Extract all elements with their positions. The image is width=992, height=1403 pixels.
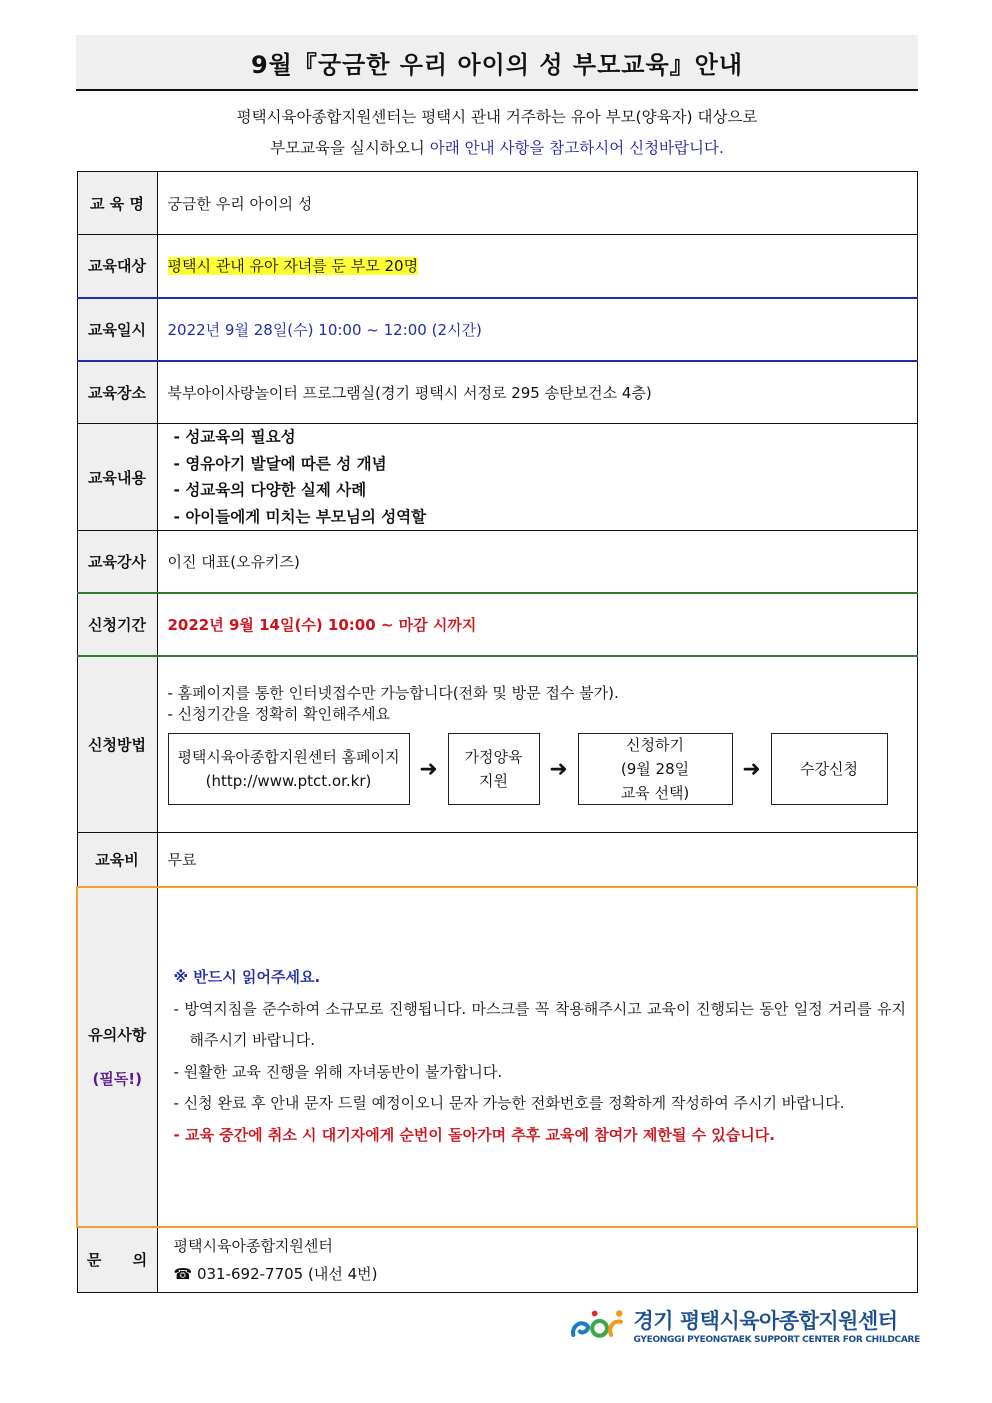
row-contents: [77, 424, 917, 531]
flow-step-register: [771, 733, 888, 805]
row-instructor: [77, 531, 917, 593]
method-lines: [168, 683, 907, 725]
arrow-right-icon: ➜: [419, 756, 438, 782]
intro-line-1: 평택시육아종합지원센터는 평택시 관내 거주하는 유아 부모(양육자) 대상으로: [236, 108, 758, 126]
title-bar: [76, 35, 918, 91]
flow-step-text: 가정양육: [464, 748, 523, 767]
row-fee: [77, 833, 917, 887]
label-name: 교 육 명: [77, 172, 157, 235]
value-instructor: 이진 대표(오유키즈): [157, 531, 917, 593]
footer-org-name: 경기 평택시육아종합지원센터: [633, 1309, 898, 1333]
intro-line-2-highlight: 아래 안내 사항을 참고하시어 신청바랍니다.: [429, 139, 724, 157]
notes-item: - 방역지침을 준수하여 소규모로 진행됩니다. 마스크를 꼭 착용해주시고 교육이 진행되는 동안 일정 거리를 유지해주시기 바랍니다.: [173, 999, 906, 1049]
intro-line-2-plain: 부모교육을 실시하오니: [270, 139, 430, 157]
value-name: 궁금한 우리 아이의 성: [157, 172, 917, 235]
value-target: 평택시 관내 유아 자녀를 둔 부모 20명: [167, 257, 419, 276]
label-method: 신청방법: [77, 656, 157, 833]
intro-text: [76, 102, 918, 164]
footer-org-name-en: GYEONGGI PYEONGTAEK SUPPORT CENTER FOR CHILDCARE: [633, 1335, 920, 1345]
label-datetime: 교육일시: [77, 298, 157, 361]
label-target: 교육대상: [77, 235, 157, 298]
contents-item: - 아이들에게 미치는 부모님의 성역할: [173, 507, 427, 526]
flow-step-text: 교육 선택): [620, 784, 690, 803]
intro-line-2: [76, 133, 918, 164]
contact-org: 평택시육아종합지원센터: [173, 1236, 333, 1255]
flow-step-homepage: [168, 733, 410, 805]
label-notes-must: (필독!): [92, 1069, 143, 1088]
label-contents: 교육내용: [77, 424, 157, 531]
notes-block: [168, 962, 907, 1151]
row-datetime: [77, 298, 917, 361]
page-title: 9월『궁금한 우리 아이의 성 부모교육』안내: [250, 50, 744, 79]
row-name: [77, 172, 917, 235]
flow-step-text: 수강신청: [800, 760, 858, 779]
footer-logo: [570, 1300, 920, 1350]
flow-step-text: (9월 28일: [620, 760, 690, 779]
contents-item: - 성교육의 필요성: [173, 428, 296, 446]
notes-item: - 신청 완료 후 안내 문자 드릴 예정이오니 문자 가능한 전화번호를 정확하게 작성하여 주시기 바랍니다.: [173, 1094, 845, 1112]
value-contents-cell: [157, 424, 917, 531]
label-instructor: 교육강사: [77, 531, 157, 593]
value-notes-cell: [157, 887, 917, 1227]
label-place: 교육장소: [77, 361, 157, 424]
notes-head: ※ 반드시 읽어주세요.: [173, 968, 321, 986]
row-target: [77, 235, 917, 298]
notes-item: - 원활한 교육 진행을 위해 자녀동반이 불가합니다.: [173, 1062, 503, 1081]
arrow-right-icon: ➜: [742, 756, 761, 782]
method-line: - 신청기간을 정확히 확인해주세요: [167, 705, 391, 724]
row-notes: [77, 887, 917, 1227]
contact-phone: ☎ 031-692-7705 (내선 4번): [173, 1264, 378, 1283]
contents-list: [168, 424, 907, 530]
value-method-cell: [157, 656, 917, 833]
flow-step-text: 평택시육아종합지원센터 홈페이지: [177, 748, 400, 767]
label-contact: 문 의: [77, 1227, 157, 1293]
label-notes-cell: [77, 887, 157, 1227]
value-contact-cell: [157, 1227, 917, 1293]
notes-warning: - 교육 중간에 취소 시 대기자에게 순번이 돌아가며 추후 교육에 참여가 제한될 수 있습니다.: [173, 1125, 775, 1144]
flow-step-text: 지원: [479, 772, 508, 791]
flow-step-url: (http://www.ptct.or.kr): [205, 772, 372, 791]
value-datetime: 2022년 9월 28일(수) 10:00 ~ 12:00 (2시간): [157, 298, 917, 361]
value-place: 북부아이사랑놀이터 프로그램실(경기 평택시 서정로 295 송탄보건소 4층): [157, 361, 917, 424]
value-period: 2022년 9월 14일(수) 10:00 ~ 마감 시까지: [157, 593, 917, 656]
label-period: 신청기간: [77, 593, 157, 656]
method-line: - 홈페이지를 통한 인터넷접수만 가능합니다(전화 및 방문 접수 불가).: [167, 684, 619, 703]
label-fee: 교육비: [77, 833, 157, 887]
flow-step-home-care: [448, 733, 540, 805]
center-logo-icon: [570, 1303, 628, 1347]
row-method: [77, 656, 917, 833]
flow-step-apply: [578, 733, 733, 805]
flow-step-text: 신청하기: [626, 736, 684, 755]
label-notes: 유의사항: [88, 1025, 147, 1044]
contents-item: - 성교육의 다양한 실제 사례: [173, 481, 367, 499]
row-place: [77, 361, 917, 424]
info-table: [76, 171, 918, 1293]
value-fee: 무료: [157, 833, 917, 887]
value-target-cell: [157, 235, 917, 298]
arrow-right-icon: ➜: [549, 756, 568, 782]
contents-item: - 영유아기 발달에 따른 성 개념: [173, 454, 387, 473]
contact-block: [168, 1232, 907, 1288]
application-flow: [168, 733, 907, 805]
row-period: [77, 593, 917, 656]
row-contact: [77, 1227, 917, 1293]
